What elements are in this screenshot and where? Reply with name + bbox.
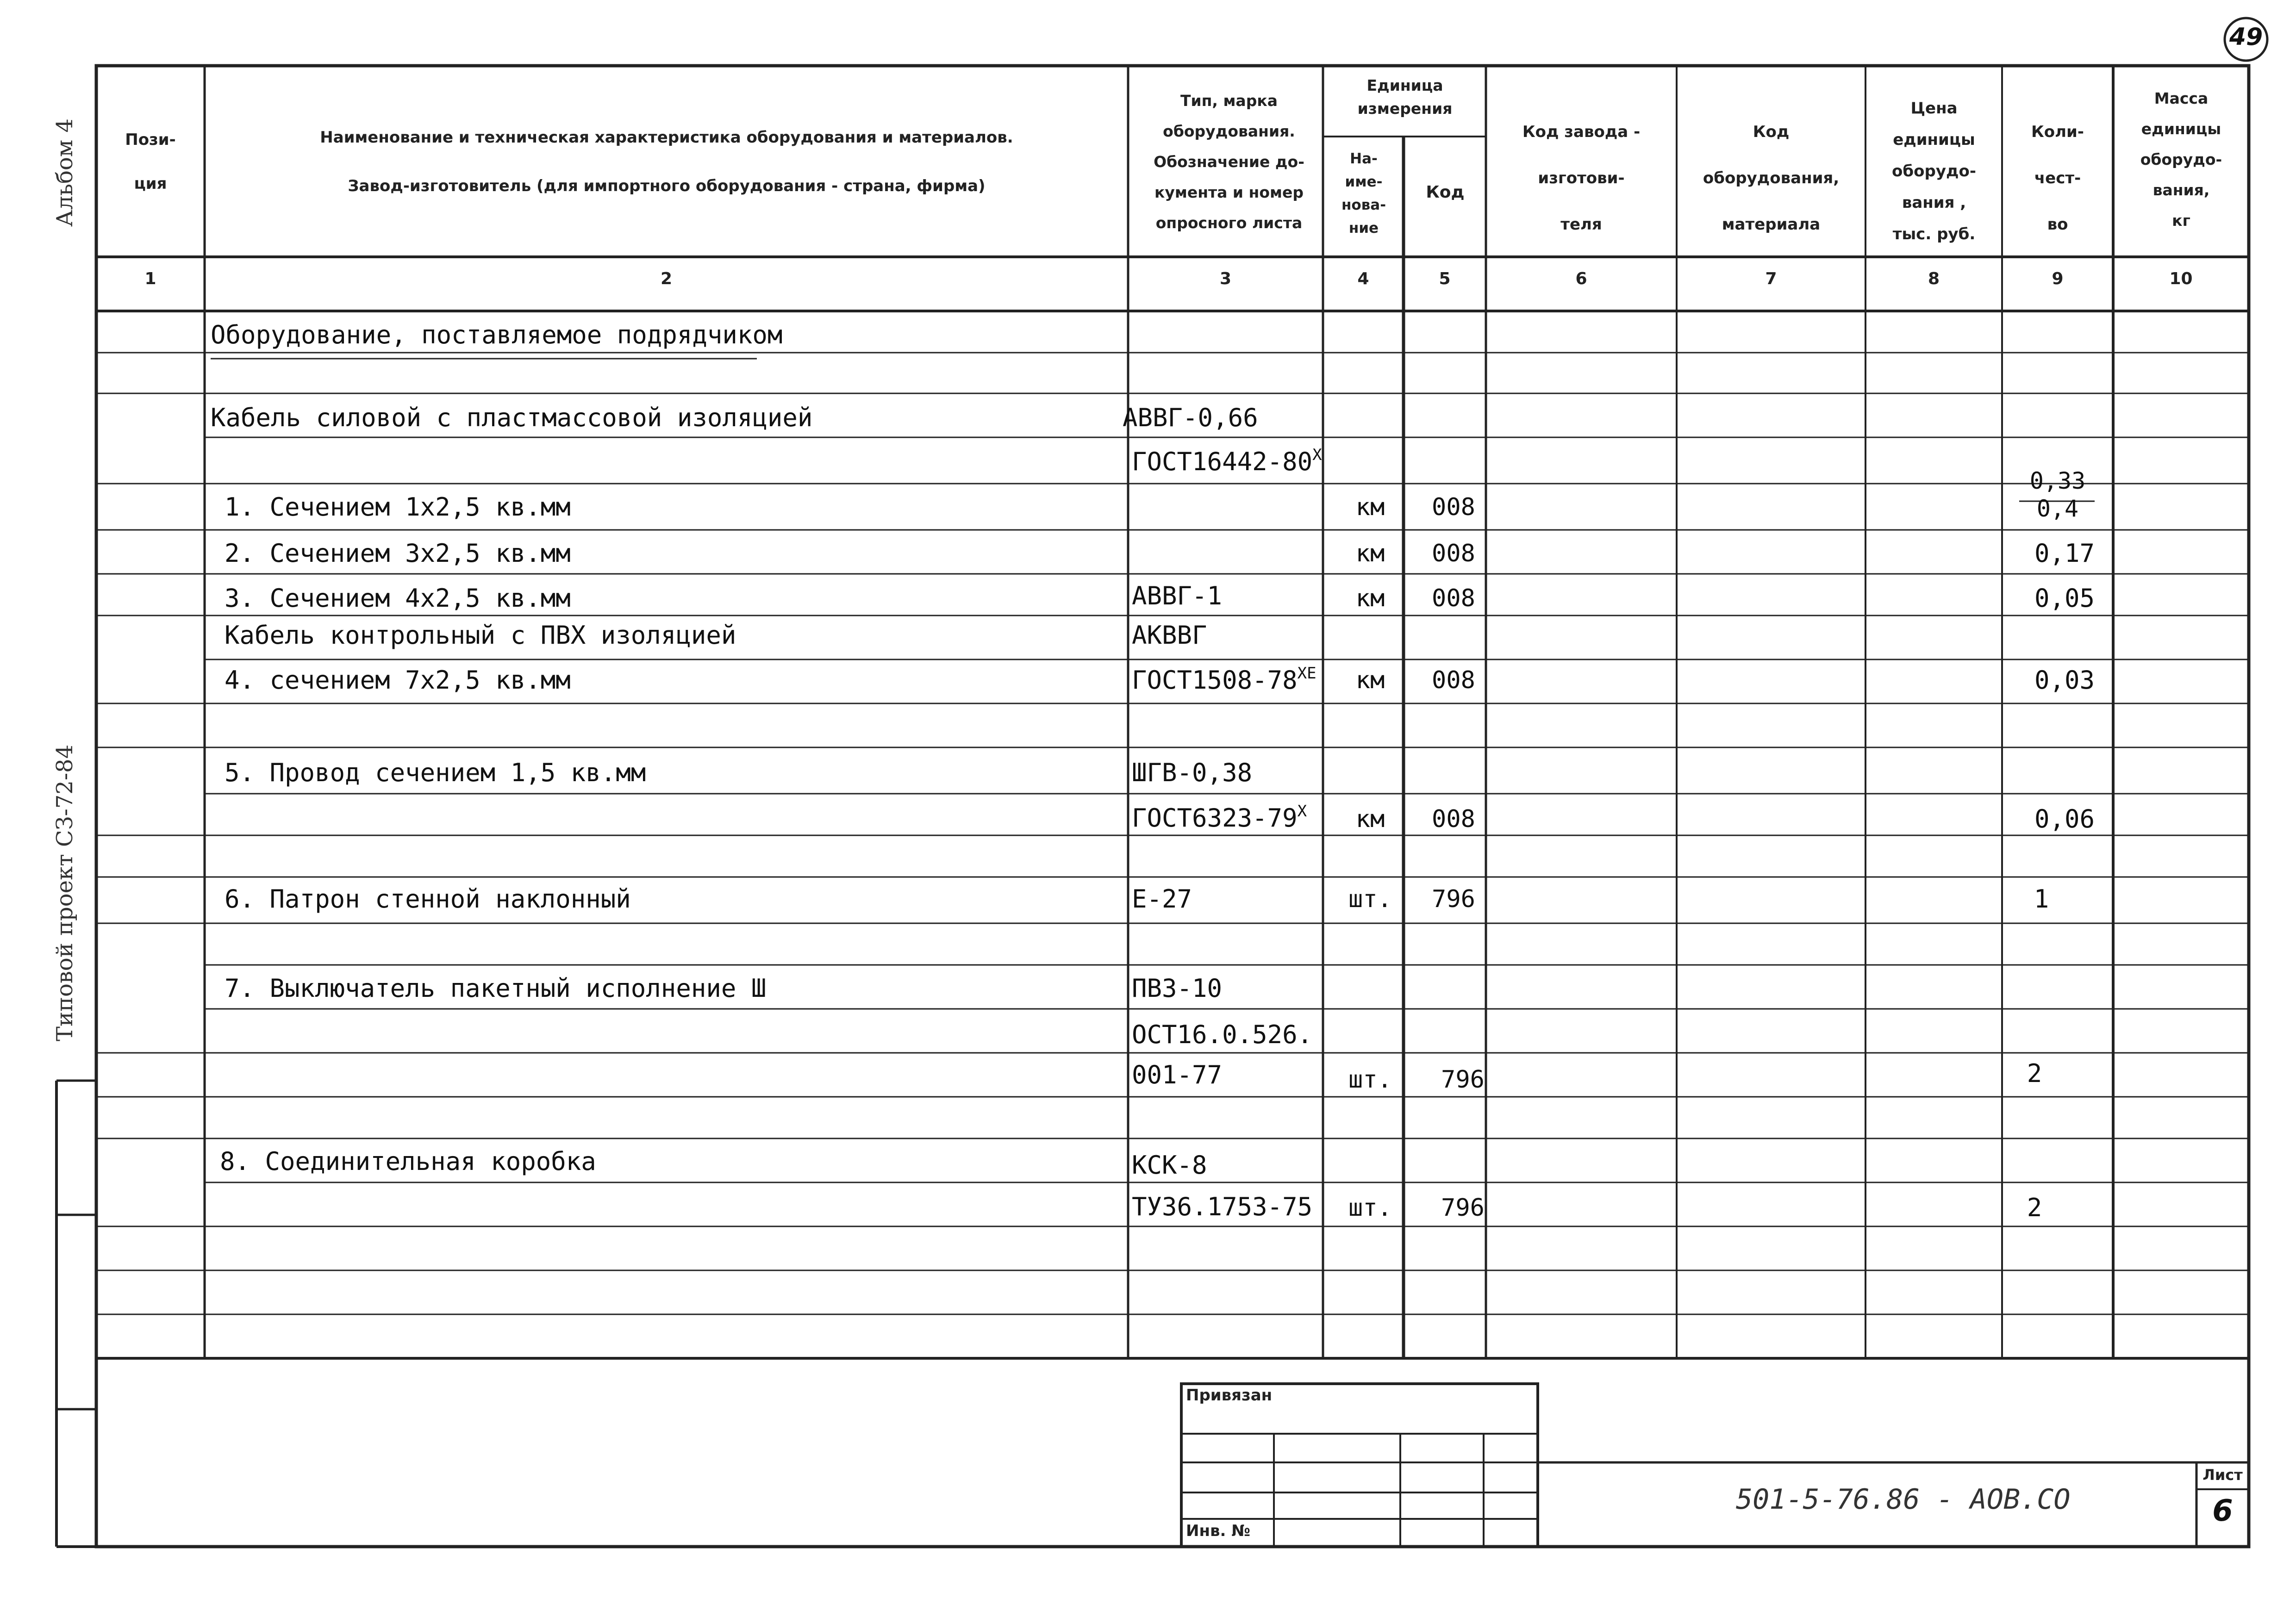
- row-item-4-code: 008: [1432, 666, 1475, 694]
- row-item-1-qty-a: 0,33: [2029, 467, 2086, 494]
- row-item-6-qty: 1: [2034, 884, 2049, 914]
- row-item-1-unit: км: [1355, 493, 1385, 521]
- row-item-7-unit: шт.: [1348, 1066, 1392, 1094]
- row-item-1-qty-b: 0,4: [2036, 495, 2079, 522]
- row-item-2: 2. Сечением 3х2,5 кв.мм: [225, 539, 571, 568]
- row-item-3-type: АВВГ-1: [1132, 581, 1223, 610]
- sheet-number: 6: [2212, 1494, 2233, 1528]
- header-equip-code: Код оборудования, материала: [1703, 123, 1840, 234]
- row-item-5-code: 008: [1432, 805, 1475, 833]
- side-project-label: Типовой проект СЗ-72-84: [52, 744, 78, 1041]
- row-item-4: 4. сечением 7х2,5 кв.мм: [225, 665, 571, 695]
- header-qty: Коли- чест- во: [2031, 123, 2084, 234]
- row-item-2-unit: км: [1355, 540, 1385, 567]
- header-type: Тип, марка оборудования. Обозначение до- кумента и номер опросного листа: [1154, 92, 1304, 232]
- header-price: Цена единицы оборудо- вания , тыс. руб.: [1892, 99, 1976, 243]
- row-cable-control: Кабель контрольный с ПВХ изоляцией: [225, 621, 736, 650]
- row-cable-power-type: АВВГ-0,66: [1123, 403, 1258, 432]
- row-item-7-code: 796: [1441, 1066, 1485, 1094]
- row-item-5-qty: 0,06: [2034, 804, 2095, 833]
- row-item-5-type: ШГВ-0,38: [1132, 758, 1253, 787]
- row-item-6-code: 796: [1432, 885, 1475, 913]
- row-item-8: 8. Соединительная коробка: [220, 1147, 596, 1176]
- header-unit-group: Единица измерения: [1357, 76, 1453, 118]
- row-item-8-qty: 2: [2027, 1193, 2042, 1222]
- row-cable-power: Кабель силовой с пластмассовой изоляцией: [211, 403, 813, 432]
- row-item-2-code: 008: [1432, 540, 1475, 567]
- document-code: 501-5-76.86 - АОВ.СО: [1736, 1483, 2071, 1516]
- row-item-1-code: 008: [1432, 493, 1475, 521]
- stamp-inv: Инв. №: [1186, 1522, 1251, 1540]
- header-plant-code: Код завода - изготови- теля: [1522, 123, 1641, 234]
- column-number-row: 1 2 3 4 5 6 7 8 9 10: [144, 269, 2193, 288]
- row-item-7-type: ПВЗ-10: [1132, 974, 1223, 1003]
- row-item-4-qty: 0,03: [2034, 665, 2095, 695]
- row-item-5-gost: $ГОСТ6323-79^X$: [1132, 802, 1307, 833]
- row-item-3: 3. Сечением 4х2,5 кв.мм: [225, 584, 571, 613]
- sheet-label: Лист: [2202, 1466, 2243, 1484]
- side-album-label: Альбом 4: [52, 118, 78, 227]
- row-item-7-doc1: ОСТ16.0.526.: [1132, 1020, 1313, 1049]
- row-item-3-code: 008: [1432, 585, 1475, 612]
- row-cable-power-gost: $ГОСТ16442-80^X$: [1132, 446, 1322, 476]
- row-item-8-code: 796: [1441, 1194, 1485, 1222]
- header-mass: Масса единицы оборудо- вания, кг: [2140, 89, 2222, 230]
- section-title: Оборудование, поставляемое подрядчиком: [211, 320, 783, 349]
- header-name: Наименование и техническая характеристика оборудования и материалов. Завод-изготовитель (для импортного оборудования - страна, фирма): [320, 128, 1013, 195]
- page-number: 49: [2229, 23, 2263, 51]
- row-item-6-unit: шт.: [1348, 885, 1392, 913]
- row-cable-control-type: АКВВГ: [1132, 621, 1207, 650]
- row-item-7: 7. Выключатель пакетный исполнение Ш: [225, 974, 767, 1003]
- row-item-8-doc: ТУ36.1753-75: [1132, 1192, 1313, 1221]
- header-unit-code: Код: [1426, 183, 1465, 202]
- row-item-4-type: $ГОСТ1508-78^{XE}$: [1132, 664, 1316, 695]
- row-item-6-type: Е-27: [1132, 884, 1192, 914]
- row-item-7-doc2: 001-77: [1132, 1060, 1223, 1089]
- header-pos: Пози- ция: [125, 131, 176, 193]
- row-item-7-qty: 2: [2027, 1059, 2042, 1088]
- row-item-8-type: КСК-8: [1132, 1150, 1207, 1180]
- row-item-3-unit: км: [1355, 585, 1385, 612]
- row-item-3-qty: 0,05: [2034, 584, 2095, 613]
- row-item-5: 5. Провод сечением 1,5 кв.мм: [225, 758, 646, 787]
- header-unit-name: На- име- нова- ние: [1341, 150, 1386, 236]
- row-item-8-unit: шт.: [1348, 1194, 1392, 1222]
- row-item-4-unit: км: [1355, 666, 1385, 694]
- row-item-5-unit: км: [1355, 805, 1385, 833]
- stamp-privyazan: Привязан: [1186, 1386, 1273, 1405]
- row-item-2-qty: 0,17: [2034, 539, 2095, 568]
- row-item-6: 6. Патрон стенной наклонный: [225, 884, 631, 914]
- row-item-1: 1. Сечением 1х2,5 кв.мм: [225, 492, 571, 522]
